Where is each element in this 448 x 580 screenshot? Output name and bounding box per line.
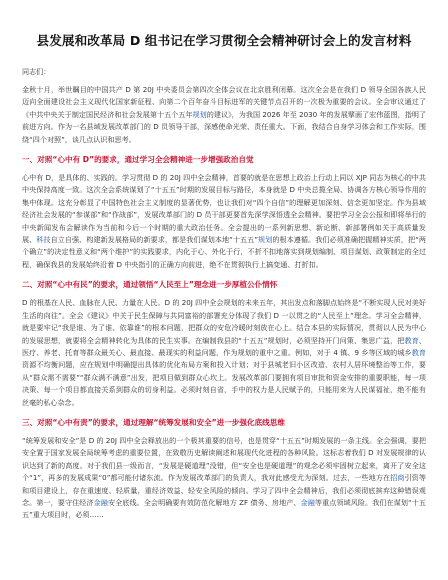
section-heading-2: 二、对照“心中有民”的要求，通过领悟“人民至上”理念进一步厚植公仆情怀 — [22, 280, 278, 290]
paragraph-text: 的建议》，为我国 2026 年至 2030 年的发展擘画了宏伟蓝图，指明了前进方向。作为一名县域发展改革部门的 D 员领导干部，深感使命光荣、责任重大。下面，我结合自身学习体会和工作实际，围绕“四个对照”，谈几点认识和思考。 — [22, 109, 427, 144]
inline-link[interactable]: 招商 — [390, 473, 405, 483]
inline-link[interactable]: 金融 — [93, 497, 108, 507]
paragraph-text: 的根本遵循。我们必须准确把握精神实质，把“两个确立”的决定性意义和“两个维护”的实践要求，内化于心、外化于行，不折不扣地落实到规划编制、项目谋划、政策制定的全过程，确保我县的发展始终沿着 D 中央指引的正确方向前进，绝不在贯彻执行上搞变通、打折扣。 — [22, 235, 427, 269]
section-paragraph-1 — [22, 172, 426, 271]
section-heading-3: 三、对照“心中有责”的要求，通过理解“统筹发展和安全”进一步强化底线思维 — [22, 417, 285, 427]
inline-link[interactable]: 规划 — [258, 235, 273, 245]
intro-paragraph — [22, 84, 426, 146]
section-heading-1: 一、对照“心中有 D”的要求，通过学习全会精神进一步增强政治自觉 — [22, 155, 254, 165]
paragraph-text: 安全底线。全会明确要有效防范化解地方 ZF 债务、房地产、 — [107, 497, 301, 507]
paragraph-text: “统筹发展和安全”是 D 的 20J 四中全会释放出的一个极其重要的信号，也是贯穿“十五五”时期发展的一条主线。全会强调，要把安全置于国家发展全局统筹考虑的重要位置，在致敬历史解读阐述和展现代化进程的各种风险。这标志着我们 D 对发展规律的认识达到了新的高度。对于我们县一级而言，“发展是硬道理”没错，但“安全也是硬道理”的观念必须牢固树立起来，离开了安全这个“1”，再多的发展成果“0”都可能付诸东流。作为发展改革部门的负责人，我对此感受尤为深刻。过去，一些地方在 — [22, 435, 426, 483]
paragraph-text: 心中有 D，是具体的、实践的。学习贯彻 D 的 20J 四中全会精神，首要的就是在思想上政治上行动上同以 XJP 同志为核心的中共中央保持高度一致。这次全会系统谋划了“十五五”时期的发展目标与路径，本身就是 D 中央总揽全局、协调各方核心领导作用的集中体现。这充分彰显了中国特色社会主义制度的显著优势，也让我们对“四个自信”的理解更加深刻、信念更加坚定。作为县域经济社会发展的“参谋部”和“作战部”，发展改革部门的 D 员干部更要首先深学深悟透全会精神。要把学习全会公报和即将举行的中央新闻发布会解读作为当前和今后一个时期的重大政治任务。全会提出的一系列新思想、新论断、新部署例如关于高质量发展、 — [22, 173, 426, 245]
paragraph-text: 资源不均衡问题，应在规划中明确提出具体的优化布局方案和投入计划；对于县城老旧小区改造、农村人居环境整治等工作，要从“群众需不需要”“群众满不满意”出发，把项目做到群众心坎上。发展改革部门要拥有项目审批和资金安排的重要职能，每一项决策、每一个项目都直接关系到群众的切身利益。必须时刻自省，手中的权力是人民赋予的，只能用来为人民谋福祉，绝不能有丝毫的私心杂念。 — [22, 360, 426, 407]
inline-link[interactable]: 规划 — [192, 109, 207, 119]
section-paragraph-3 — [22, 435, 426, 522]
paragraph-text: D 的根基在人民、血脉在人民、力量在人民。D 的 20J 四中全会规划的未来五年，其出发点和落脚点始终是“不断实现人民对美好生活的向往”。全会《建议》中关于民生保障与共同富裕的部署充分体现了我们 D 一以贯之的“人民至上”理念。学习全会精神，就是要牢记“我是谁、为了谁、依靠谁”的根本问题，把群众的安危冷暖时刻放在心上。结合本县的实际情况，贯彻以人民为中心的发展思想，就要将全会精神转化为具体的民生实事。在编制我县的“十五五”规划时，必须坚持开门问策、集思广益，把 — [22, 298, 426, 345]
paragraph-text: 引资等和项目建设上，存在重速度、轻质量，重经济效益、轻安全风险的倾向。学习了四中全会精神后，我们必须彻底摈弃这种错误观念。第一，要守住经济 — [22, 473, 427, 507]
paragraph-text: 、医疗、养老、托育等群众最关心、最直接、最现实的利益问题，作为规划的重中之重。例如，对于 4 镇、9 乡等区域的城乡 — [22, 335, 426, 357]
inline-link[interactable]: 金融 — [300, 497, 315, 507]
paragraph-text: 自立自强、构建新发展格局的新要求，都是我们谋划本地“十五五” — [50, 235, 258, 245]
section-paragraph-2 — [22, 297, 426, 409]
inline-link[interactable]: 教育 — [404, 335, 419, 345]
paragraph-text: 金秋十月，举世瞩目的中国共产 D 第 20J 中央委员会第四次全体会议在北京胜利闭幕。这次全会是在我们 D 领导全国各族人民迈向全面建设社会主义现代化国家新征程、向第二个百年奋斗目标进军的关键节点召开的一次极为重要的会议。全会审议通过了《中共中央关于制定国民经济和社会发展第十五个五年 — [22, 85, 426, 119]
page-title: 县发展和改革局 D 组书记在学习贯彻全会精神研讨会上的发言材料 — [36, 33, 412, 48]
paragraph-text: 等重点领域风险。我们在谋划“十五五”重大项目时，必须…… — [22, 497, 427, 520]
inline-link[interactable]: 科技 — [36, 235, 51, 245]
greeting: 同志们： — [22, 67, 51, 76]
inline-link[interactable]: 教育 — [411, 347, 426, 357]
